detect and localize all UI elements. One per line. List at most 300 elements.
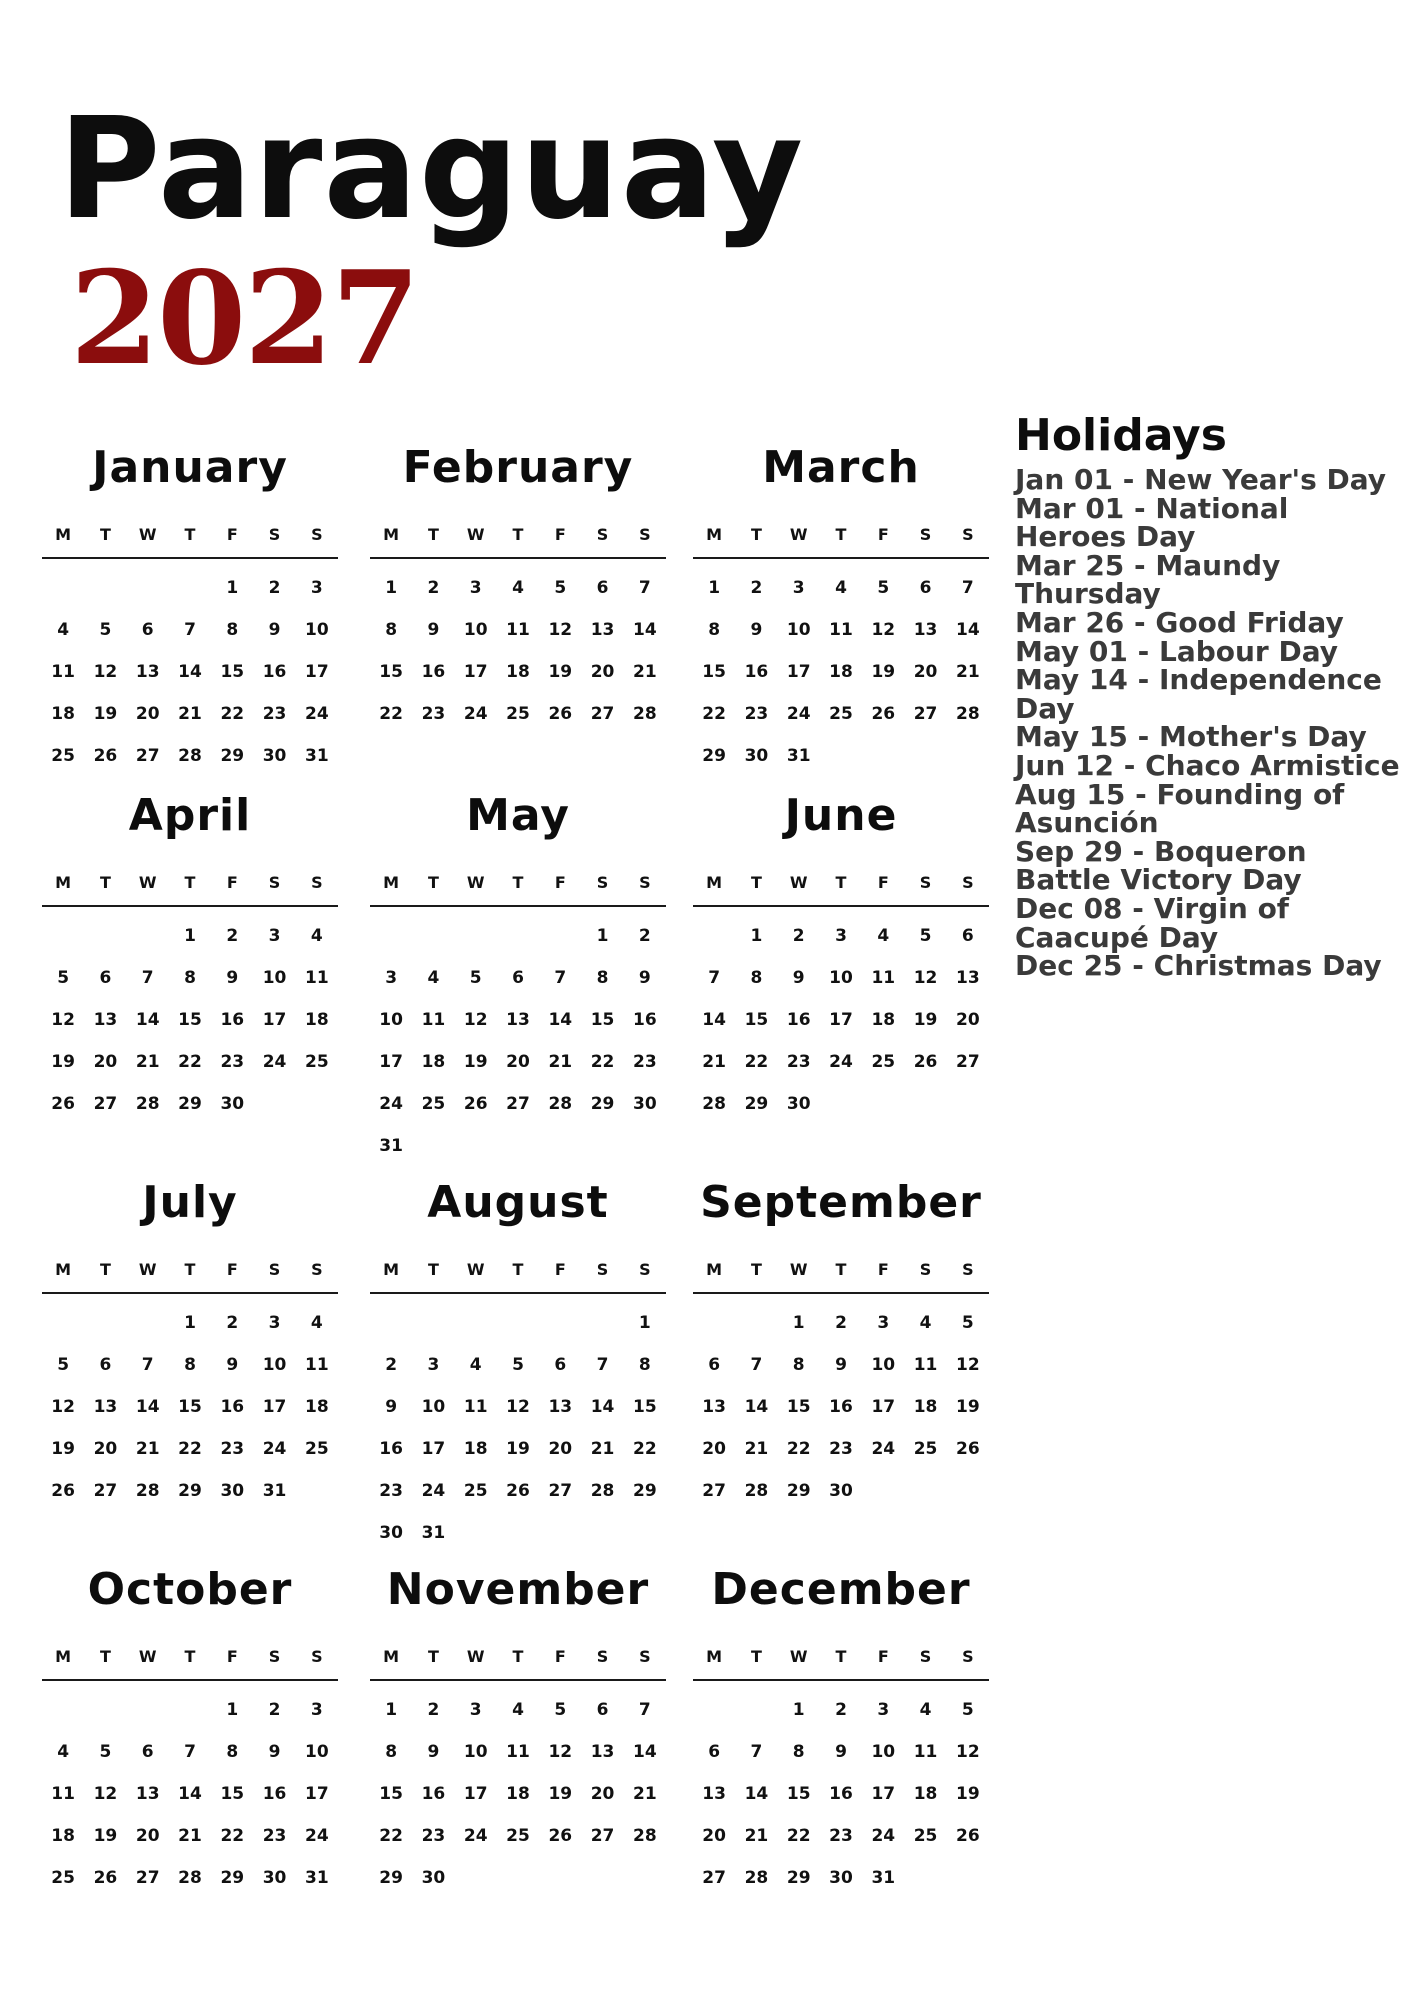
day-cell: 8	[385, 1742, 398, 1762]
day-cell: 21	[178, 1826, 202, 1846]
day-cell: 5	[99, 620, 112, 640]
day-cell: 4	[919, 1700, 932, 1720]
day-cell: 1	[385, 578, 398, 598]
day-cell: 20	[93, 1439, 118, 1459]
weekday-label: S	[311, 525, 323, 544]
day-cell: 7	[141, 968, 154, 988]
weekday-label: T	[427, 525, 439, 544]
day-cell: 31	[871, 1868, 896, 1888]
day-cell: 15	[178, 1397, 202, 1417]
day-cell: 12	[871, 620, 896, 640]
day-cell: 30	[379, 1523, 403, 1543]
day-cell: 3	[835, 926, 847, 946]
day-cell: 23	[744, 704, 769, 724]
holiday-item: Mar 26 - Good Friday	[1015, 605, 1344, 639]
day-cell: 10	[379, 1010, 403, 1030]
day-cell: 7	[961, 578, 974, 598]
weekday-label: T	[512, 873, 524, 892]
weekday-label: W	[789, 1260, 808, 1279]
weekday-label: S	[596, 1647, 609, 1666]
holiday-item: May 14 - Independence Day	[1015, 663, 1382, 725]
day-cell: 27	[135, 1868, 160, 1888]
empty-cell	[412, 915, 454, 957]
day-grid	[42, 1681, 338, 1899]
day-cell: 20	[506, 1052, 530, 1072]
weekday-label: S	[962, 525, 974, 544]
day-cell: 12	[548, 1742, 573, 1762]
empty-cell	[455, 915, 497, 957]
day-cell: 10	[262, 968, 287, 988]
weekday-header	[693, 525, 989, 559]
holiday-item: Mar 25 - Maundy Thursday	[1015, 548, 1281, 611]
day-cell: 3	[469, 578, 482, 598]
empty-cell	[370, 1302, 412, 1344]
day-cell: 19	[913, 1010, 938, 1030]
day-cell: 26	[506, 1481, 530, 1501]
day-cell: 12	[51, 1397, 75, 1417]
month-april	[42, 791, 338, 1125]
month-may	[370, 791, 666, 1167]
day-cell: 14	[744, 1397, 769, 1417]
weekday-label: S	[962, 1647, 974, 1666]
weekday-label: T	[184, 1647, 196, 1666]
day-cell: 6	[512, 968, 524, 988]
day-cell: 14	[548, 1010, 573, 1030]
empty-cell	[84, 1302, 126, 1344]
day-cell: 16	[786, 1010, 811, 1030]
weekday-label: F	[226, 525, 238, 544]
empty-cell	[127, 567, 169, 609]
day-grid	[370, 1681, 666, 1899]
day-cell: 28	[633, 704, 657, 724]
day-cell: 30	[421, 1868, 446, 1888]
weekday-label: F	[554, 1260, 566, 1279]
month-name: September	[700, 1177, 982, 1228]
day-cell: 29	[702, 746, 726, 766]
day-cell: 1	[184, 926, 196, 946]
day-cell: 22	[178, 1052, 202, 1072]
weekday-label: S	[596, 525, 609, 544]
day-cell: 22	[379, 704, 403, 724]
day-cell: 5	[961, 1313, 974, 1333]
day-cell: 9	[638, 968, 651, 988]
day-cell: 21	[956, 662, 980, 682]
day-cell: 1	[792, 1313, 805, 1333]
day-cell: 16	[379, 1439, 403, 1459]
day-cell: 7	[750, 1742, 763, 1762]
day-cell: 9	[750, 620, 763, 640]
empty-cell	[497, 915, 539, 957]
day-cell: 25	[51, 1868, 75, 1888]
empty-cell	[127, 1302, 169, 1344]
holidays-title: Holidays	[1015, 410, 1227, 461]
weekday-label: S	[639, 525, 651, 544]
day-cell: 24	[871, 1826, 896, 1846]
day-cell: 13	[506, 1010, 530, 1030]
day-cell: 7	[596, 1355, 609, 1375]
day-cell: 14	[702, 1010, 726, 1030]
day-cell: 9	[427, 1742, 440, 1762]
day-cell: 18	[51, 704, 75, 724]
day-cell: 3	[310, 1700, 323, 1720]
day-cell: 7	[638, 578, 651, 598]
day-grid	[693, 1294, 989, 1512]
day-cell: 3	[469, 1700, 482, 1720]
day-cell: 5	[57, 968, 70, 988]
day-cell: 12	[956, 1742, 980, 1762]
weekday-label: S	[311, 873, 323, 892]
weekday-label: T	[835, 1647, 847, 1666]
day-cell: 4	[919, 1313, 932, 1333]
day-cell: 20	[702, 1826, 726, 1846]
day-cell: 21	[702, 1052, 726, 1072]
empty-cell	[693, 1689, 735, 1731]
month-july	[42, 1178, 338, 1512]
day-cell: 17	[379, 1052, 403, 1072]
day-cell: 6	[708, 1355, 721, 1375]
day-cell: 20	[590, 662, 615, 682]
day-cell: 10	[786, 620, 811, 640]
day-cell: 16	[421, 662, 446, 682]
day-cell: 16	[744, 662, 769, 682]
day-cell: 11	[305, 968, 329, 988]
weekday-label: S	[639, 1260, 651, 1279]
day-cell: 15	[786, 1397, 811, 1417]
day-cell: 23	[786, 1052, 811, 1072]
day-cell: 28	[702, 1094, 726, 1114]
day-cell: 28	[135, 1094, 160, 1114]
day-cell: 28	[135, 1481, 160, 1501]
weekday-label: W	[466, 1260, 485, 1279]
day-cell: 4	[835, 578, 847, 598]
day-cell: 6	[919, 578, 932, 598]
weekday-header	[693, 1260, 989, 1294]
month-december	[693, 1565, 989, 1899]
day-cell: 27	[590, 704, 615, 724]
day-cell: 29	[786, 1868, 811, 1888]
day-cell: 25	[829, 704, 853, 724]
day-cell: 7	[708, 968, 721, 988]
day-cell: 10	[871, 1355, 896, 1375]
weekday-label: F	[554, 525, 566, 544]
holiday-item: May 01 - Labour Day	[1015, 634, 1339, 668]
day-cell: 28	[178, 746, 202, 766]
day-cell: 11	[463, 1397, 488, 1417]
day-grid	[370, 559, 666, 735]
day-cell: 19	[548, 662, 573, 682]
holiday-item: Mar 01 - National Heroes Day	[1015, 491, 1289, 554]
day-cell: 19	[93, 1826, 118, 1846]
day-cell: 10	[262, 1355, 287, 1375]
day-cell: 10	[305, 1742, 329, 1762]
weekday-label: M	[706, 1647, 723, 1666]
day-cell: 8	[792, 1742, 805, 1762]
day-cell: 6	[708, 1742, 721, 1762]
day-cell: 15	[744, 1010, 769, 1030]
day-grid	[42, 559, 338, 777]
day-cell: 30	[829, 1868, 853, 1888]
empty-cell	[735, 1689, 777, 1731]
month-name: December	[711, 1564, 971, 1615]
day-cell: 2	[638, 926, 651, 946]
day-cell: 2	[268, 578, 281, 598]
day-cell: 21	[744, 1826, 769, 1846]
day-cell: 4	[57, 1742, 70, 1762]
day-cell: 2	[385, 1355, 398, 1375]
day-cell: 20	[135, 1826, 160, 1846]
day-cell: 18	[51, 1826, 75, 1846]
day-cell: 13	[956, 968, 980, 988]
day-grid	[370, 1294, 666, 1554]
day-cell: 30	[633, 1094, 657, 1114]
day-cell: 7	[638, 1700, 651, 1720]
day-cell: 7	[184, 1742, 196, 1762]
day-cell: 24	[421, 1481, 446, 1501]
day-cell: 26	[548, 1826, 573, 1846]
day-cell: 12	[93, 662, 118, 682]
weekday-label: M	[55, 525, 72, 544]
day-cell: 17	[463, 662, 488, 682]
empty-cell	[735, 1302, 777, 1344]
holiday-item: Aug 15 - Founding of Asunción	[1015, 777, 1345, 840]
weekday-label: S	[268, 873, 281, 892]
weekday-label: T	[750, 873, 762, 892]
day-cell: 19	[51, 1439, 75, 1459]
day-cell: 27	[590, 1826, 615, 1846]
day-cell: 24	[379, 1094, 403, 1114]
day-cell: 19	[956, 1397, 980, 1417]
day-cell: 10	[421, 1397, 446, 1417]
day-cell: 17	[262, 1397, 287, 1417]
day-cell: 2	[226, 926, 239, 946]
day-cell: 28	[178, 1868, 202, 1888]
month-name: October	[87, 1564, 293, 1615]
weekday-label: S	[268, 1260, 281, 1279]
day-cell: 21	[548, 1052, 573, 1072]
weekday-label: F	[226, 1647, 238, 1666]
weekday-header	[370, 525, 666, 559]
weekday-label: T	[184, 1260, 196, 1279]
month-march	[693, 443, 989, 777]
day-cell: 5	[554, 578, 567, 598]
day-cell: 9	[427, 620, 440, 640]
day-cell: 26	[548, 704, 573, 724]
weekday-label: T	[835, 525, 847, 544]
weekday-label: F	[226, 873, 238, 892]
day-cell: 16	[262, 1784, 287, 1804]
weekday-label: S	[639, 873, 651, 892]
day-cell: 16	[829, 1784, 853, 1804]
day-cell: 17	[786, 662, 811, 682]
day-cell: 8	[226, 620, 239, 640]
day-cell: 20	[913, 662, 938, 682]
day-cell: 3	[310, 578, 323, 598]
day-cell: 5	[99, 1742, 112, 1762]
day-cell: 27	[93, 1094, 118, 1114]
weekday-header	[42, 1260, 338, 1294]
day-cell: 13	[590, 1742, 615, 1762]
day-cell: 15	[590, 1010, 615, 1030]
weekday-header	[693, 1647, 989, 1681]
day-cell: 22	[220, 1826, 245, 1846]
day-cell: 2	[835, 1700, 847, 1720]
day-cell: 26	[913, 1052, 938, 1072]
day-cell: 12	[956, 1355, 980, 1375]
day-cell: 17	[262, 1010, 287, 1030]
day-cell: 26	[956, 1826, 980, 1846]
day-cell: 2	[268, 1700, 281, 1720]
day-cell: 4	[512, 1700, 524, 1720]
empty-cell	[84, 1689, 126, 1731]
weekday-label: S	[919, 1647, 932, 1666]
weekday-label: W	[466, 525, 485, 544]
weekday-label: S	[268, 1647, 281, 1666]
day-cell: 8	[708, 620, 721, 640]
day-cell: 9	[835, 1355, 847, 1375]
day-cell: 12	[463, 1010, 488, 1030]
weekday-label: F	[226, 1260, 238, 1279]
empty-cell	[693, 915, 735, 957]
day-cell: 10	[305, 620, 329, 640]
day-cell: 22	[786, 1826, 811, 1846]
day-cell: 6	[141, 620, 154, 640]
weekday-label: M	[706, 873, 723, 892]
day-cell: 18	[421, 1052, 446, 1072]
day-cell: 16	[220, 1397, 245, 1417]
day-cell: 6	[554, 1355, 567, 1375]
weekday-label: T	[750, 1647, 762, 1666]
day-grid	[42, 907, 338, 1125]
day-cell: 20	[702, 1439, 726, 1459]
day-cell: 5	[554, 1700, 567, 1720]
empty-cell	[169, 1689, 211, 1731]
day-cell: 23	[633, 1052, 657, 1072]
day-cell: 3	[427, 1355, 440, 1375]
day-cell: 27	[135, 746, 160, 766]
day-cell: 2	[792, 926, 805, 946]
day-cell: 25	[913, 1826, 938, 1846]
day-cell: 1	[385, 1700, 398, 1720]
weekday-label: S	[596, 1260, 609, 1279]
weekday-label: M	[706, 525, 723, 544]
day-cell: 15	[220, 662, 245, 682]
day-cell: 18	[829, 662, 853, 682]
day-cell: 17	[871, 1397, 896, 1417]
weekday-header	[370, 873, 666, 907]
holiday-list	[1015, 463, 1400, 983]
day-cell: 12	[93, 1784, 118, 1804]
weekday-label: T	[835, 1260, 847, 1279]
month-june	[693, 791, 989, 1125]
weekday-label: T	[750, 525, 762, 544]
weekday-label: S	[596, 873, 609, 892]
day-cell: 27	[93, 1481, 118, 1501]
day-cell: 25	[506, 704, 530, 724]
day-cell: 4	[310, 926, 323, 946]
weekday-label: T	[427, 873, 439, 892]
day-cell: 14	[956, 620, 980, 640]
day-cell: 5	[919, 926, 932, 946]
day-cell: 10	[463, 1742, 488, 1762]
day-cell: 15	[379, 662, 403, 682]
day-cell: 13	[93, 1010, 118, 1030]
weekday-label: S	[919, 525, 932, 544]
day-cell: 31	[421, 1523, 446, 1543]
day-cell: 17	[829, 1010, 853, 1030]
weekday-label: T	[427, 1647, 439, 1666]
day-cell: 20	[135, 704, 160, 724]
day-cell: 6	[961, 926, 974, 946]
day-cell: 19	[506, 1439, 530, 1459]
day-cell: 26	[51, 1094, 75, 1114]
day-cell: 17	[871, 1784, 896, 1804]
day-cell: 14	[135, 1010, 160, 1030]
day-cell: 4	[877, 926, 890, 946]
day-cell: 16	[829, 1397, 853, 1417]
day-cell: 25	[305, 1052, 329, 1072]
day-cell: 12	[506, 1397, 530, 1417]
day-cell: 26	[871, 704, 896, 724]
weekday-label: S	[919, 1260, 932, 1279]
day-cell: 21	[590, 1439, 615, 1459]
weekday-label: W	[789, 873, 808, 892]
day-cell: 23	[829, 1826, 853, 1846]
day-cell: 1	[792, 1700, 805, 1720]
day-cell: 23	[220, 1439, 245, 1459]
holiday-item: May 15 - Mother's Day	[1015, 720, 1367, 754]
empty-cell	[42, 1302, 84, 1344]
weekday-label: S	[962, 1260, 974, 1279]
day-cell: 30	[220, 1094, 245, 1114]
day-cell: 16	[220, 1010, 245, 1030]
weekday-header	[370, 1260, 666, 1294]
day-cell: 27	[548, 1481, 573, 1501]
day-cell: 27	[702, 1868, 726, 1888]
day-cell: 8	[638, 1355, 651, 1375]
month-november	[370, 1565, 666, 1899]
day-cell: 25	[51, 746, 75, 766]
weekday-label: S	[639, 1647, 651, 1666]
day-cell: 6	[99, 1355, 112, 1375]
day-cell: 3	[792, 578, 805, 598]
empty-cell	[370, 915, 412, 957]
day-cell: 11	[506, 1742, 530, 1762]
weekday-label: W	[466, 873, 485, 892]
weekday-label: M	[55, 873, 72, 892]
day-cell: 17	[463, 1784, 488, 1804]
weekday-label: W	[138, 1647, 157, 1666]
holiday-item: Dec 25 - Christmas Day	[1015, 949, 1382, 983]
day-cell: 24	[262, 1052, 287, 1072]
day-cell: 25	[871, 1052, 896, 1072]
day-cell: 13	[590, 620, 615, 640]
day-cell: 28	[744, 1868, 769, 1888]
day-cell: 23	[262, 1826, 287, 1846]
weekday-label: T	[184, 525, 196, 544]
holiday-item: Jan 01 - New Year's Day	[1015, 463, 1387, 496]
day-cell: 18	[871, 1010, 896, 1030]
day-cell: 15	[178, 1010, 202, 1030]
month-name: February	[402, 442, 634, 493]
month-name: April	[128, 790, 252, 841]
day-cell: 29	[220, 746, 245, 766]
day-cell: 11	[829, 620, 853, 640]
year-title: 2027	[70, 244, 419, 394]
day-cell: 15	[379, 1784, 403, 1804]
empty-cell	[84, 915, 126, 957]
day-cell: 2	[750, 578, 763, 598]
day-cell: 20	[548, 1439, 573, 1459]
